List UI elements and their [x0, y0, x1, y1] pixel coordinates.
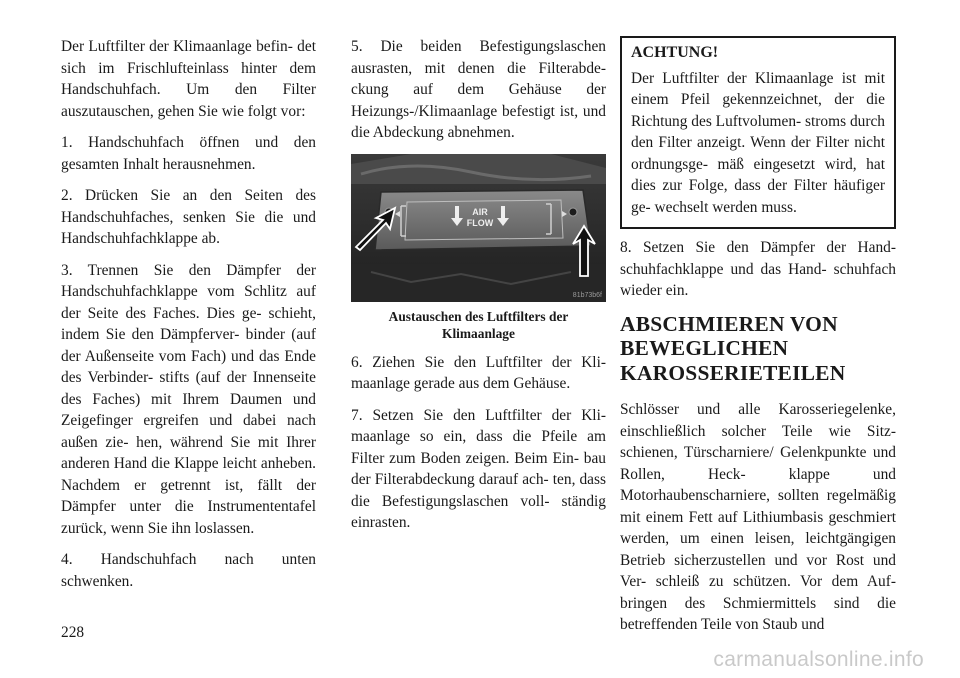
step-8-paragraph: 8. Setzen Sie den Dämpfer der Hand- schuhfachklappe und das Hand- schuhfach wieder ein. — [620, 239, 896, 299]
air-filter-illustration — [351, 154, 606, 302]
air-filter-figure — [351, 154, 606, 302]
intro-paragraph: Der Luftfilter der Klimaanlage befin- det sich im Frischlufteinlass hinter dem Handschuhfach. Um den Filter auszutauschen, gehen Sie wie folgt vor: — [61, 38, 316, 120]
page-number: 228 — [61, 624, 85, 641]
column-left — [61, 36, 316, 602]
step-4-paragraph: 4. Handschuhfach nach unten schwenken. — [61, 551, 316, 590]
warning-text: Der Luftfilter der Klimaanlage ist mit einem Pfeil gekennzeichnet, der die Richtung des Luftvolumen- stroms durch den Filter anzeigt. Wenn der Filter nicht ordnungsge- mäß eingesetzt wird, hat dies zur Folge, dass der Filter häufiger ge- wechselt werden muss. — [631, 69, 885, 216]
column-middle — [351, 36, 606, 544]
figure-label-air: AIR — [472, 206, 488, 217]
step-1-paragraph: 1. Handschuhfach öffnen und den gesamten Inhalt herausnehmen. — [61, 134, 316, 173]
section-heading: ABSCHMIEREN VON BEWEGLICHEN KAROSSERIETEILEN — [620, 311, 846, 385]
step-2-paragraph: 2. Drücken Sie an den Seiten des Handschuhfaches, senken Sie die und Handschuhfachklappe ab. — [61, 187, 316, 247]
step-3-paragraph: 3. Trennen Sie den Dämpfer der Handschuhfachklappe vom Schlitz auf der Seite des Faches. Dies ge- schieht, indem Sie den Dämpferver- binder (auf der Außenseite vom Fach) und das Ende des Verbinder- stifts (auf der Innenseite des Faches) mit Ihrem Daumen und Zeigefinger ergreifen und dabei nach außen zie- hen, während Sie mit Ihrer anderen Hand die Klappe leicht anheben. Nachdem er getrennt ist, fällt der Dämpfer unter die Instrumententafel zurück, wenn Sie ihn loslassen. — [61, 261, 316, 537]
step-5-paragraph: 5. Die beiden Befestigungslaschen ausrasten, mit denen die Filterabde- ckung auf dem Gehäuse der Heizungs-/Klimaanlage befestigt ist, und die Abdeckung abnehmen. — [351, 38, 606, 141]
figure-caption: Austauschen des Luftfilters der Klimaanlage — [388, 308, 569, 341]
warning-title: ACHTUNG! — [631, 44, 719, 61]
warning-box — [620, 36, 896, 229]
column-right — [620, 36, 896, 646]
step-6-paragraph: 6. Ziehen Sie den Luftfilter der Kli- maanlage gerade aus dem Gehäuse. — [351, 353, 606, 392]
watermark: carmanualsonline.info — [713, 648, 924, 671]
figure-code: 81b73b6f — [572, 291, 602, 299]
step-7-paragraph: 7. Setzen Sie den Luftfilter der Kli- maanlage so ein, dass die Pfeile am Filter zum Boden zeigen. Beim Ein- bau der Filterabdeckung darauf ach- ten, dass die Befestigungslaschen voll- ständig einrasten. — [351, 406, 606, 531]
figure-label-flow: FLOW — [466, 217, 494, 228]
section-paragraph: Schlösser und alle Karosseriegelenke, einschließlich solcher Teile wie Sitz- schienen, Türscharniere/ Gelenkpunkte und Rollen, Heck- klappe und Motorhaubenscharniere, sollten regelmäßig mit einem Fett auf Lithiumbasis geschmiert werden, um einen leisen, leichtgängigen Betrieb sicherzustellen und vor Rost und Ver- schleiß zu schützen. Vor dem Auf- bringen des Schmiermittels sind die betreffenden Teile von Staub und — [620, 401, 896, 633]
